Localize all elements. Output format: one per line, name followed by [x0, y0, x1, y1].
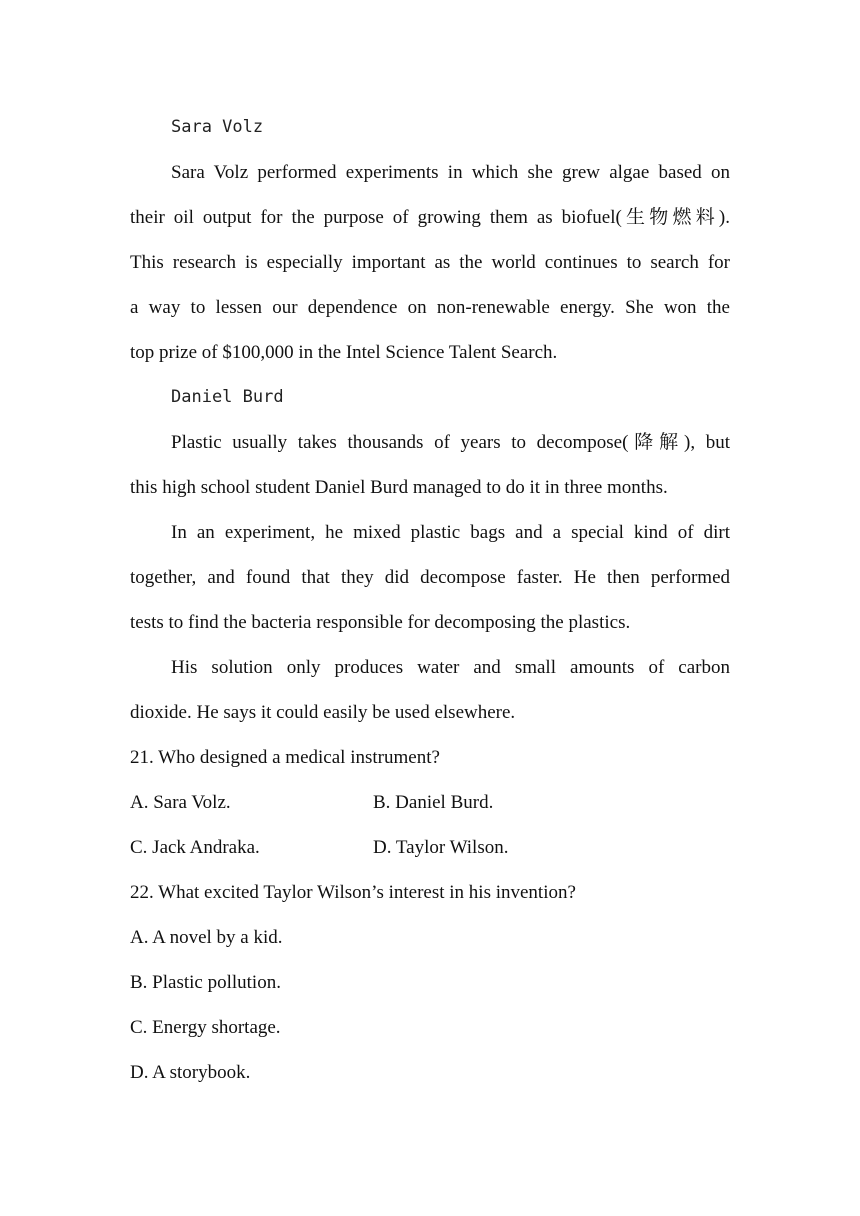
paragraph-line: a way to lessen our dependence on non-renewable energy. She won the [130, 297, 730, 318]
paragraph-line: His solution only produces water and small amounts of carbon [171, 657, 730, 678]
passage-heading-daniel-burd: Daniel Burd [171, 387, 284, 407]
document-page [130, 105, 730, 1095]
question-21-option-c: C. Jack Andraka. [130, 837, 260, 858]
paragraph-sara-volz [130, 150, 730, 375]
question-21-options-row-2 [130, 825, 730, 870]
question-22-stem: 22. What excited Taylor Wilson’s interest in his invention? [130, 882, 576, 903]
paragraph-line: top prize of $100,000 in the Intel Science Talent Search. [130, 342, 558, 363]
question-21-option-b: B. Daniel Burd. [373, 792, 494, 813]
paragraph-line: together, and found that they did decompose faster. He then performed [130, 567, 730, 588]
question-22-option-b: B. Plastic pollution. [130, 972, 281, 993]
question-21-stem: 21. Who designed a medical instrument? [130, 747, 440, 768]
paragraph-line: tests to find the bacteria responsible for decomposing the plastics. [130, 612, 631, 633]
paragraph-daniel-burd-1 [130, 420, 730, 510]
question-22-option-a: A. A novel by a kid. [130, 927, 283, 948]
paragraph-daniel-burd-3 [130, 645, 730, 735]
passage-heading-sara-volz: Sara Volz [171, 117, 264, 137]
paragraph-line: In an experiment, he mixed plastic bags and a special kind of dirt [171, 522, 730, 543]
question-21-options-row-1 [130, 780, 730, 825]
question-22-option-d: D. A storybook. [130, 1062, 251, 1083]
paragraph-line: this high school student Daniel Burd managed to do it in three months. [130, 477, 668, 498]
paragraph-line: This research is especially important as the world continues to search for [130, 252, 730, 273]
paragraph-daniel-burd-2 [130, 510, 730, 645]
question-21-option-d: D. Taylor Wilson. [373, 837, 509, 858]
paragraph-line: their oil output for the purpose of growing them as biofuel(生物燃料). [130, 207, 730, 228]
question-22-option-c: C. Energy shortage. [130, 1017, 281, 1038]
paragraph-line: Plastic usually takes thousands of years to decompose(降解), but [171, 432, 730, 453]
question-21-option-a: A. Sara Volz. [130, 792, 231, 813]
paragraph-line: dioxide. He says it could easily be used elsewhere. [130, 702, 516, 723]
paragraph-line: Sara Volz performed experiments in which she grew algae based on [171, 162, 730, 183]
